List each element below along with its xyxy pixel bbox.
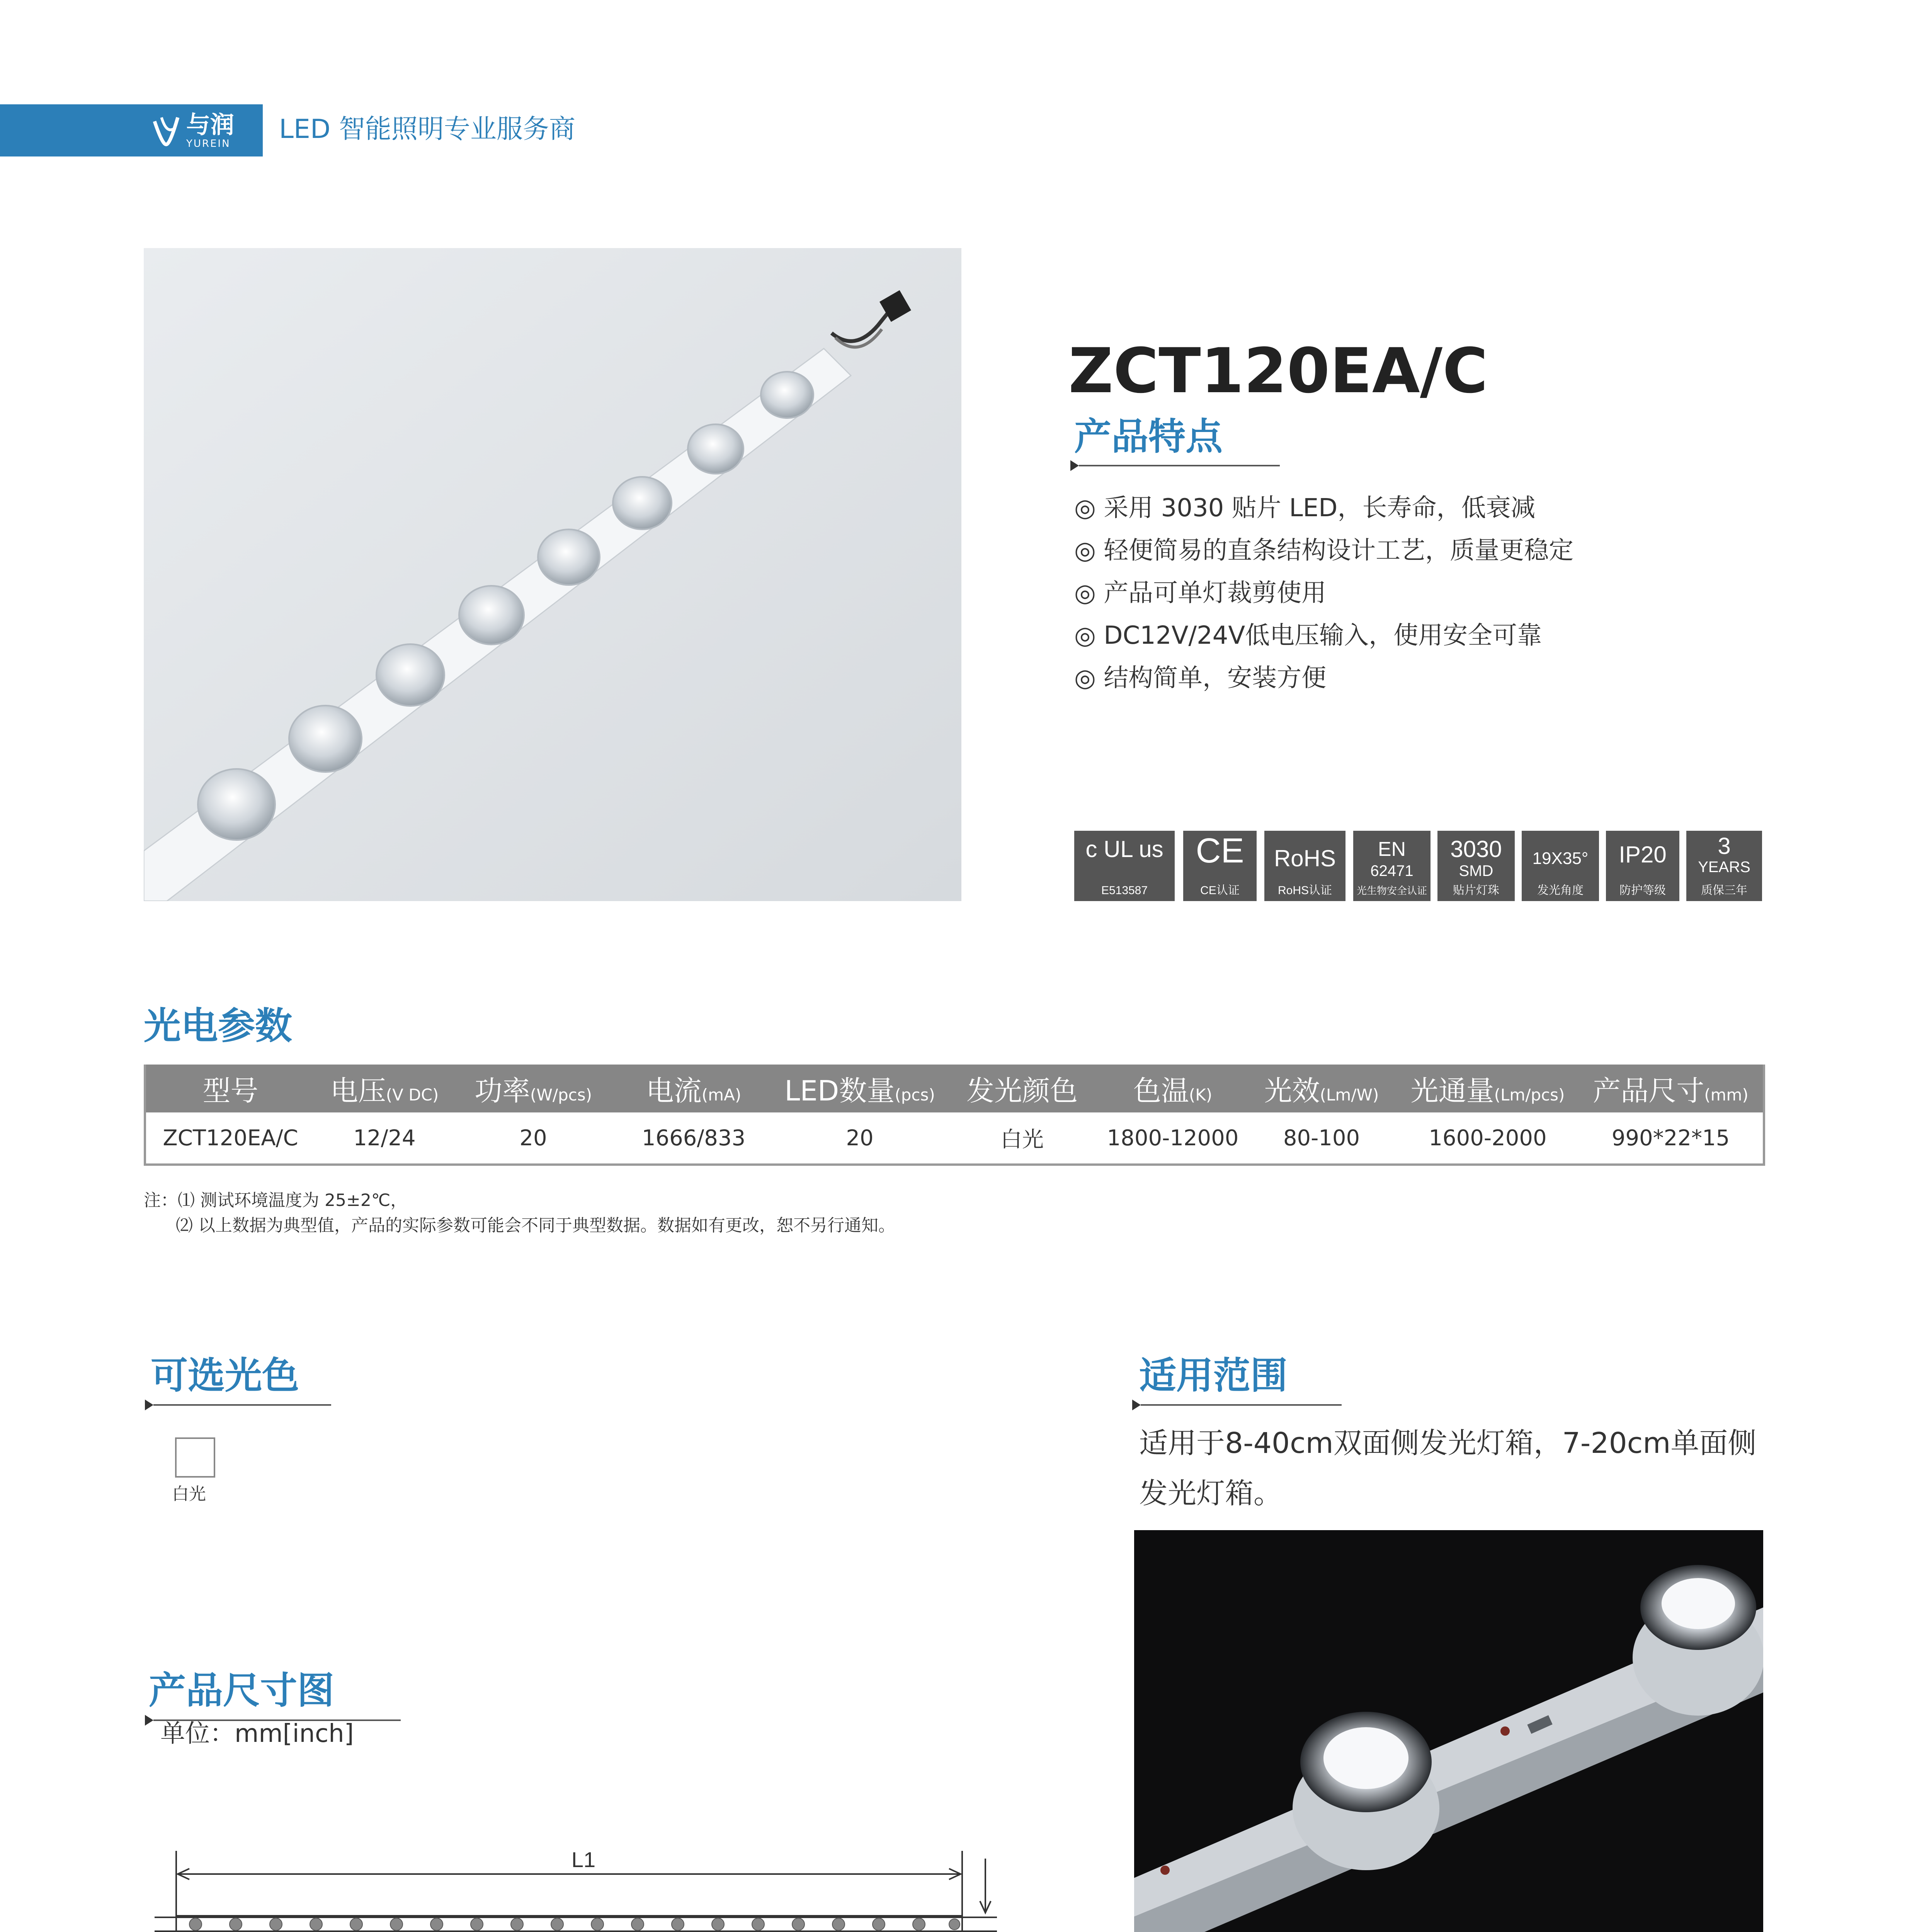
feature-item: ◎ 轻便简易的直条结构设计工艺，质量更稳定 [1074,536,1574,565]
rohs-icon: RoHS RoHS认证 [1264,831,1345,901]
note-line-1: 注：⑴ 测试环境温度为 25±2℃， [144,1190,408,1210]
feature-item: ◎ 采用 3030 贴片 LED，长寿命，低衰减 [1074,494,1536,522]
features-title: 产品特点 [1074,415,1223,458]
col-header: 色温(K) [1099,1065,1246,1112]
product-model-title: ZCT120EA/C [1068,335,1488,407]
table-cell: ZCT120EA/C [145,1112,315,1165]
table-cell: 白光 [945,1112,1099,1165]
application-photo-closeup [1134,1530,1763,1932]
params-header-row [145,1065,1764,1112]
dimensions-title: 产品尺寸图 [149,1669,334,1712]
table-cell: 1666/833 [612,1112,775,1165]
dimensions-unit: 单位：mm[inch] [160,1719,354,1748]
params-table [144,1065,1765,1166]
feature-item: ◎ DC12V/24V低电压输入，使用安全可靠 [1074,621,1542,650]
table-cell: 12/24 [315,1112,454,1165]
logo-mark-icon [151,114,182,148]
col-header: 发光颜色 [945,1065,1099,1112]
col-header: 型号 [145,1065,315,1112]
dim-label-l1: L1 [571,1847,596,1872]
triangle-marker-icon [1070,460,1079,471]
brand-logo [151,111,263,150]
section-underline [1141,1404,1342,1406]
warranty-icon: 3 YEARS 质保三年 [1686,831,1762,901]
angle-icon: 19X35° 发光角度 [1522,831,1599,901]
color-swatch-white [175,1437,215,1478]
table-cell: 20 [775,1112,945,1165]
triangle-marker-icon [145,1715,153,1726]
colors-title: 可选光色 [151,1354,299,1397]
section-underline [1079,465,1280,466]
dimension-drawing [155,1835,1020,1932]
table-cell: 80-100 [1246,1112,1397,1165]
usage-text: 适用于8-40cm双面侧发光灯箱，7-20cm单面侧发光灯箱。 [1139,1427,1757,1510]
col-header: LED数量(pcs) [775,1065,945,1112]
col-header: 光效(Lm/W) [1246,1065,1397,1112]
table-cell: 990*22*15 [1579,1112,1764,1165]
header-slogan: LED 智能照明专业服务商 [279,114,575,145]
en-icon: EN 62471 光生物安全认证 [1353,831,1431,901]
ce-icon: CE CE认证 [1183,831,1257,901]
note-line-2: ⑵ 以上数据为典型值，产品的实际参数可能会不同于典型数据。数据如有更改，恕不另行通知。 [176,1216,895,1235]
triangle-marker-icon [145,1400,153,1410]
ul-icon: c UL us E513587 [1074,831,1175,901]
col-header: 电压(V DC) [315,1065,454,1112]
triangle-marker-icon [1132,1400,1141,1410]
table-cell: 1600-2000 [1397,1112,1579,1165]
color-swatch-label: 白光 [172,1484,206,1504]
feature-item: ◎ 产品可单灯裁剪使用 [1074,579,1327,607]
table-cell: 20 [454,1112,612,1165]
params-title: 光电参数 [144,1004,292,1048]
product-photo [144,248,961,901]
col-header: 光通量(Lm/pcs) [1397,1065,1579,1112]
ip-icon: IP20 防护等级 [1606,831,1679,901]
features-list [1074,487,1573,699]
col-header: 电流(mA) [612,1065,775,1112]
feature-item: ◎ 结构简单，安装方便 [1074,664,1327,692]
col-header: 功率(W/pcs) [454,1065,612,1112]
table-row [145,1112,1764,1165]
logo-text-en: YUREIN [186,138,231,150]
logo-text-cn: 与润 [186,111,235,139]
col-header: 产品尺寸(mm) [1579,1065,1764,1112]
table-cell: 1800-12000 [1099,1112,1246,1165]
section-underline [153,1404,331,1406]
smd-icon: 3030 SMD 贴片灯珠 [1437,831,1515,901]
usage-title: 适用范围 [1139,1354,1288,1397]
